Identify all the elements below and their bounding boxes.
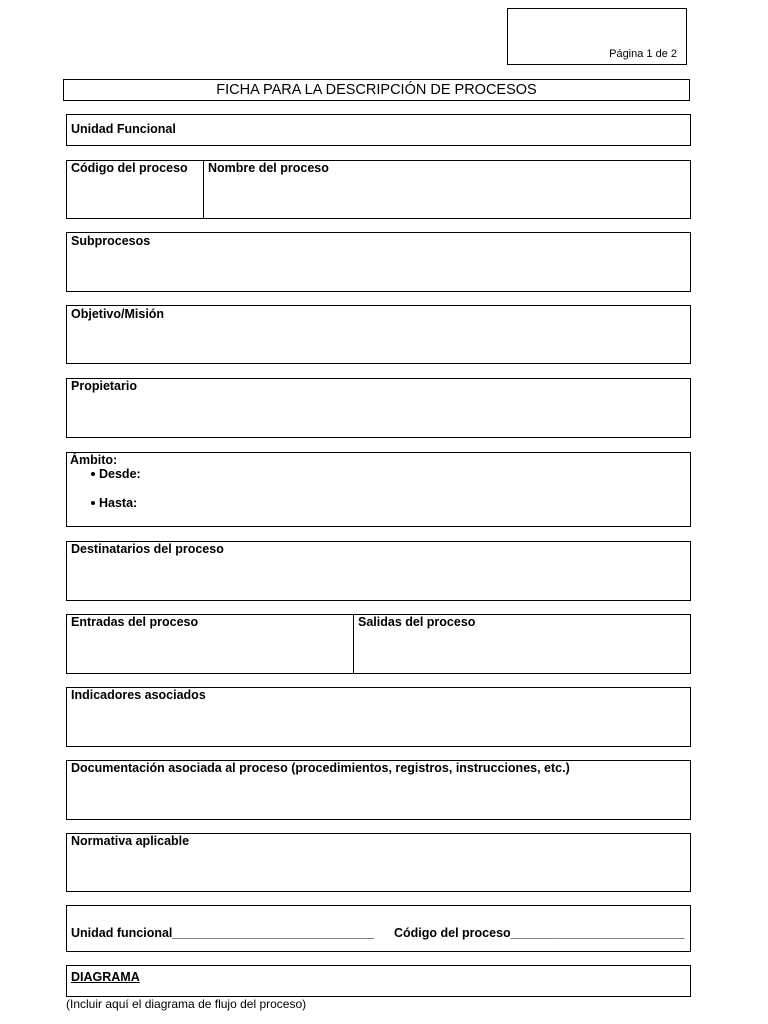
diagrama-box[interactable] — [66, 965, 691, 997]
codigo-nombre-row — [66, 160, 691, 219]
objetivo-label: Objetivo/Misión — [71, 307, 165, 321]
bullet-icon — [91, 501, 95, 505]
page-indicator-box — [507, 8, 687, 65]
propietario-field[interactable] — [66, 378, 691, 438]
documentacion-label: Documentación asociada al proceso (procedimientos, registros, instrucciones, etc.) — [71, 761, 570, 775]
entradas-label: Entradas del proceso — [71, 615, 199, 629]
nombre-proceso-label: Nombre del proceso — [208, 161, 329, 175]
ambito-label: Ámbito: — [70, 453, 118, 467]
unidad-funcional-label: Unidad Funcional — [71, 122, 176, 136]
destinatarios-label: Destinatarios del proceso — [71, 542, 224, 556]
desde-label: Desde: — [99, 467, 141, 481]
entradas-field[interactable] — [67, 615, 353, 673]
diagrama-note: (Incluir aquí el diagrama de flujo del proceso) — [66, 997, 307, 1011]
destinatarios-field[interactable] — [66, 541, 691, 601]
salidas-label: Salidas del proceso — [358, 615, 476, 629]
form-title: FICHA PARA LA DESCRIPCIÓN DE PROCESOS — [63, 79, 690, 101]
diagrama-label: DIAGRAMA — [71, 970, 140, 984]
bullet-icon — [91, 472, 95, 476]
normativa-field[interactable] — [66, 833, 691, 892]
subprocesos-label: Subprocesos — [71, 234, 151, 248]
codigo-proceso-field[interactable] — [67, 161, 203, 218]
normativa-label: Normativa aplicable — [71, 834, 190, 848]
footer-unidad-funcional[interactable]: Unidad funcional_____________________________ — [71, 926, 374, 940]
ambito-field[interactable] — [66, 452, 691, 527]
unidad-funcional-field[interactable] — [66, 114, 691, 146]
objetivo-field[interactable] — [66, 305, 691, 364]
codigo-proceso-label: Código del proceso — [71, 161, 188, 175]
nombre-proceso-field[interactable] — [204, 161, 690, 218]
footer-identification-row — [66, 905, 691, 952]
footer-codigo-proceso[interactable]: Código del proceso_________________________ — [394, 926, 685, 940]
indicadores-label: Indicadores asociados — [71, 688, 206, 702]
hasta-item — [91, 496, 137, 510]
entradas-salidas-row — [66, 614, 691, 674]
subprocesos-field[interactable] — [66, 232, 691, 292]
hasta-label: Hasta: — [99, 496, 138, 510]
desde-item — [91, 467, 141, 481]
propietario-label: Propietario — [71, 379, 137, 393]
indicadores-field[interactable] — [66, 687, 691, 747]
documentacion-field[interactable] — [66, 760, 691, 820]
page-indicator: Página 1 de 2 — [609, 48, 677, 60]
salidas-field[interactable] — [354, 615, 690, 673]
